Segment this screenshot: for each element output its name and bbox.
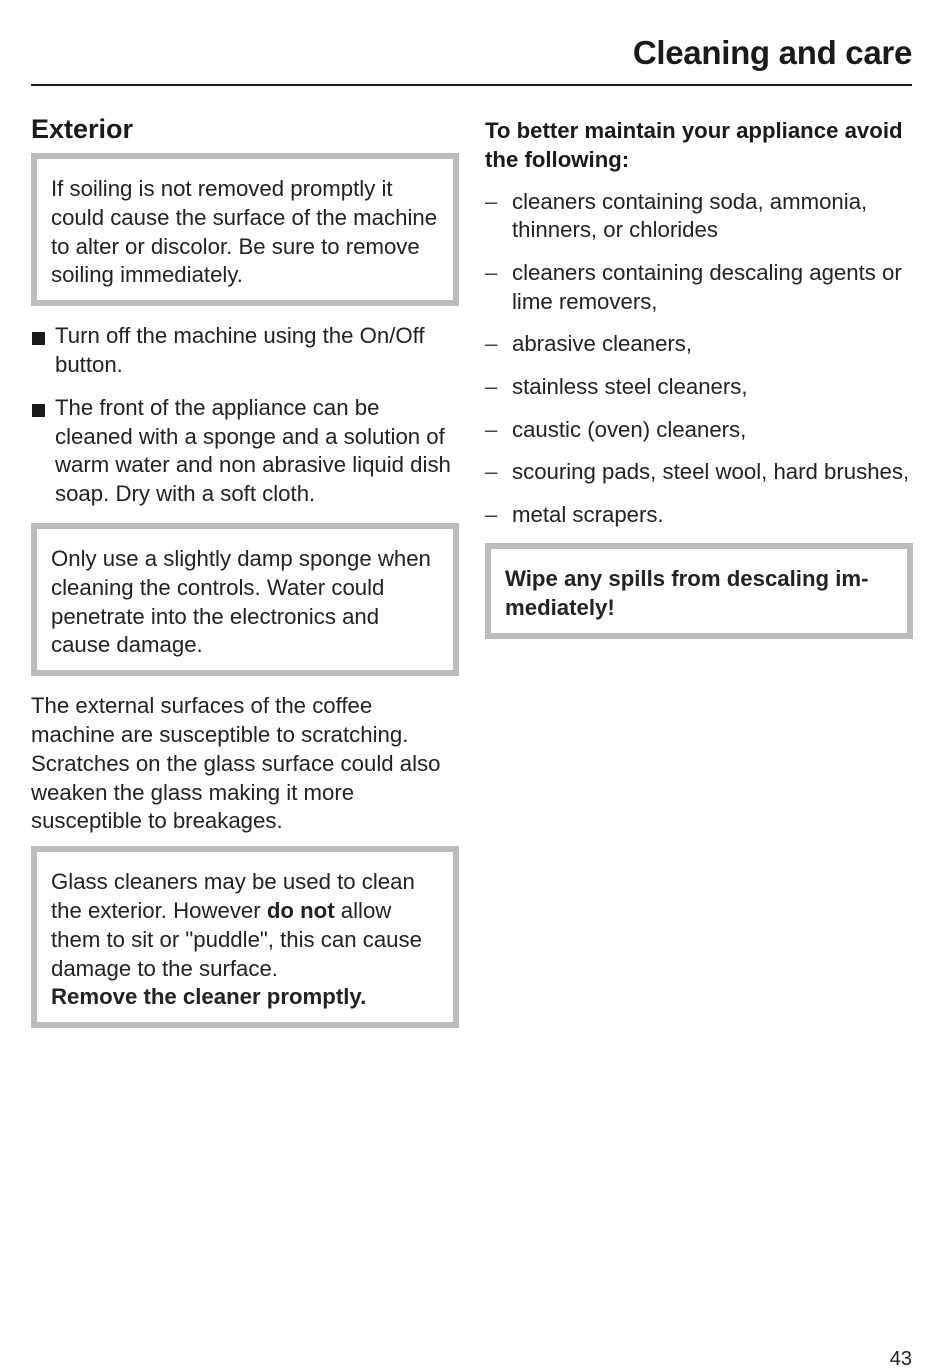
- right-column: [485, 117, 913, 639]
- dash-bullet-icon: –: [485, 416, 498, 442]
- section-title-exterior: Exterior: [31, 114, 134, 144]
- list-item: [485, 259, 913, 317]
- list-item: [485, 416, 913, 445]
- note-box-glass-cleaners: [31, 846, 459, 1028]
- page-number: 43: [889, 1348, 912, 1370]
- header-divider: [31, 84, 912, 86]
- list-item: [485, 373, 913, 402]
- list-item: [485, 458, 913, 487]
- dash-bullet-icon: –: [485, 259, 498, 285]
- dash-bullet-icon: –: [485, 188, 498, 214]
- list-item-text: scouring pads, steel wool, hard brushes,: [512, 459, 910, 485]
- dash-bullet-icon: –: [485, 459, 498, 485]
- note-emphasis: do not: [266, 897, 335, 923]
- left-column: [31, 112, 459, 1028]
- list-item: [485, 188, 913, 246]
- dash-bullet-icon: –: [485, 501, 498, 527]
- list-item-text: Turn off the machine using the On/Off button.: [55, 323, 425, 377]
- square-bullet-icon: [32, 332, 45, 345]
- note-box-soiling: If soiling is not removed promptly it could cause the surface of the machine to alter or discolor. Be sure to remove soiling immediately.: [31, 153, 459, 306]
- square-bullet-icon: [32, 404, 45, 417]
- body-paragraph-scratching: The external surfaces of the coffee machine are susceptible to scratching. Scratches on the glass surface could also weaken the glass making it more susceptible to breakages.: [31, 693, 441, 834]
- instruction-list: [31, 322, 459, 509]
- note-text: Glass cleaners may be used to clean the exterior. However: [51, 869, 415, 923]
- list-item: [485, 501, 913, 530]
- avoid-list: [485, 188, 913, 530]
- page-header-title: Cleaning and care: [632, 34, 912, 71]
- list-item-text: abrasive cleaners,: [512, 331, 693, 357]
- list-item-text: The front of the appliance can be cleaned with a sponge and a solution of warm water and non abrasive liquid dish soap. Dry with a soft cloth.: [55, 394, 451, 507]
- avoid-intro: To better maintain your appliance avoid the following:: [485, 118, 903, 172]
- list-item: [31, 322, 459, 380]
- dash-bullet-icon: –: [485, 373, 498, 399]
- list-item-text: stainless steel cleaners,: [512, 373, 748, 399]
- dash-bullet-icon: –: [485, 331, 498, 357]
- note-emphasis: Remove the cleaner promptly.: [51, 984, 367, 1010]
- list-item-text: caustic (oven) cleaners,: [512, 416, 747, 442]
- list-item-text: metal scrapers.: [512, 501, 664, 527]
- list-item-text: cleaners containing soda, ammonia, thinners, or chlorides: [512, 188, 868, 243]
- note-text: allow them to sit or "puddle", this can cause damage to the surface.: [51, 897, 422, 981]
- note-box-controls: Only use a slightly damp sponge when cleaning the controls. Water could penetrate into the electronics and cause damage.: [31, 523, 459, 676]
- list-item: [31, 394, 459, 509]
- list-item-text: cleaners containing descaling agents or lime removers,: [512, 259, 902, 314]
- warning-box-descaling: Wipe any spills from descaling im- mediately!: [485, 543, 913, 639]
- list-item: [485, 330, 913, 359]
